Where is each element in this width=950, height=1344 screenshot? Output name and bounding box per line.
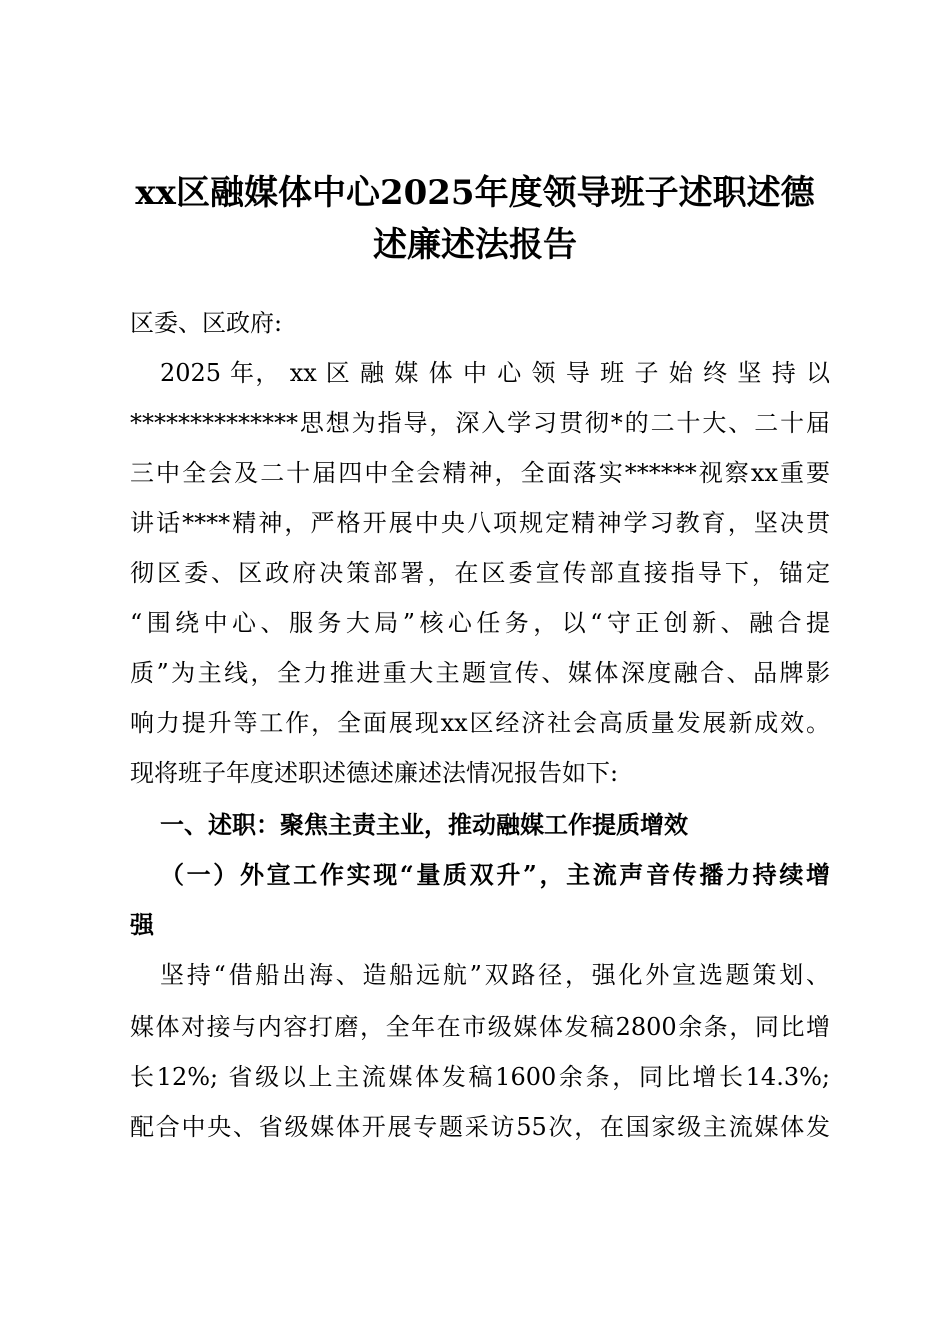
- document-title-line-2: 述廉述法报告: [373, 225, 577, 265]
- paragraph-line: 三中全会及二十届四中全会精神，全面落实******视察xx重要: [130, 459, 830, 487]
- paragraph-line: 配合中央、省级媒体开展专题采访55次，在国家级主流媒体发: [130, 1113, 830, 1141]
- paragraph-line: 质”为主线，全力推进重大主题宣传、媒体深度融合、品牌影: [130, 659, 830, 687]
- paragraph-line: 媒体对接与内容打磨，全年在市级媒体发稿2800余条，同比增: [130, 1013, 830, 1041]
- paragraph-line: 响力提升等工作，全面展现xx区经济社会高质量发展新成效。: [130, 709, 830, 737]
- paragraph-line: “围绕中心、服务大局”核心任务，以“守正创新、融合提: [130, 609, 830, 637]
- paragraph-line: **************思想为指导，深入学习贯彻*的二十大、二十届: [130, 409, 830, 437]
- paragraph-line: 长12%; 省级以上主流媒体发稿1600余条，同比增长14.3%;: [130, 1063, 830, 1091]
- paragraph-line: 彻区委、区政府决策部署，在区委宣传部直接指导下，锚定: [130, 559, 830, 587]
- document-title-line-1: xx区融媒体中心2025年度领导班子述职述德: [135, 173, 815, 213]
- paragraph-line: 坚持“借船出海、造船远航”双路径，强化外宣选题策划、: [160, 961, 830, 989]
- subsection-heading-line-1: （一）外宣工作实现“量质双升”，主流声音传播力持续增: [160, 860, 830, 889]
- paragraph-line: 讲话****精神，严格开展中央八项规定精神学习教育，坚决贯: [130, 509, 830, 537]
- paragraph-line: 2025 年， xx 区 融 媒 体 中 心 领 导 班 子 始 终 坚 持 以: [160, 359, 830, 387]
- subsection-heading-line-2: 强: [130, 910, 154, 939]
- section-heading: 一、述职：聚焦主责主业，推动融媒工作提质增效: [160, 810, 688, 839]
- salutation: 区委、区政府:: [130, 309, 283, 337]
- paragraph-line: 现将班子年度述职述德述廉述法情况报告如下:: [130, 759, 619, 787]
